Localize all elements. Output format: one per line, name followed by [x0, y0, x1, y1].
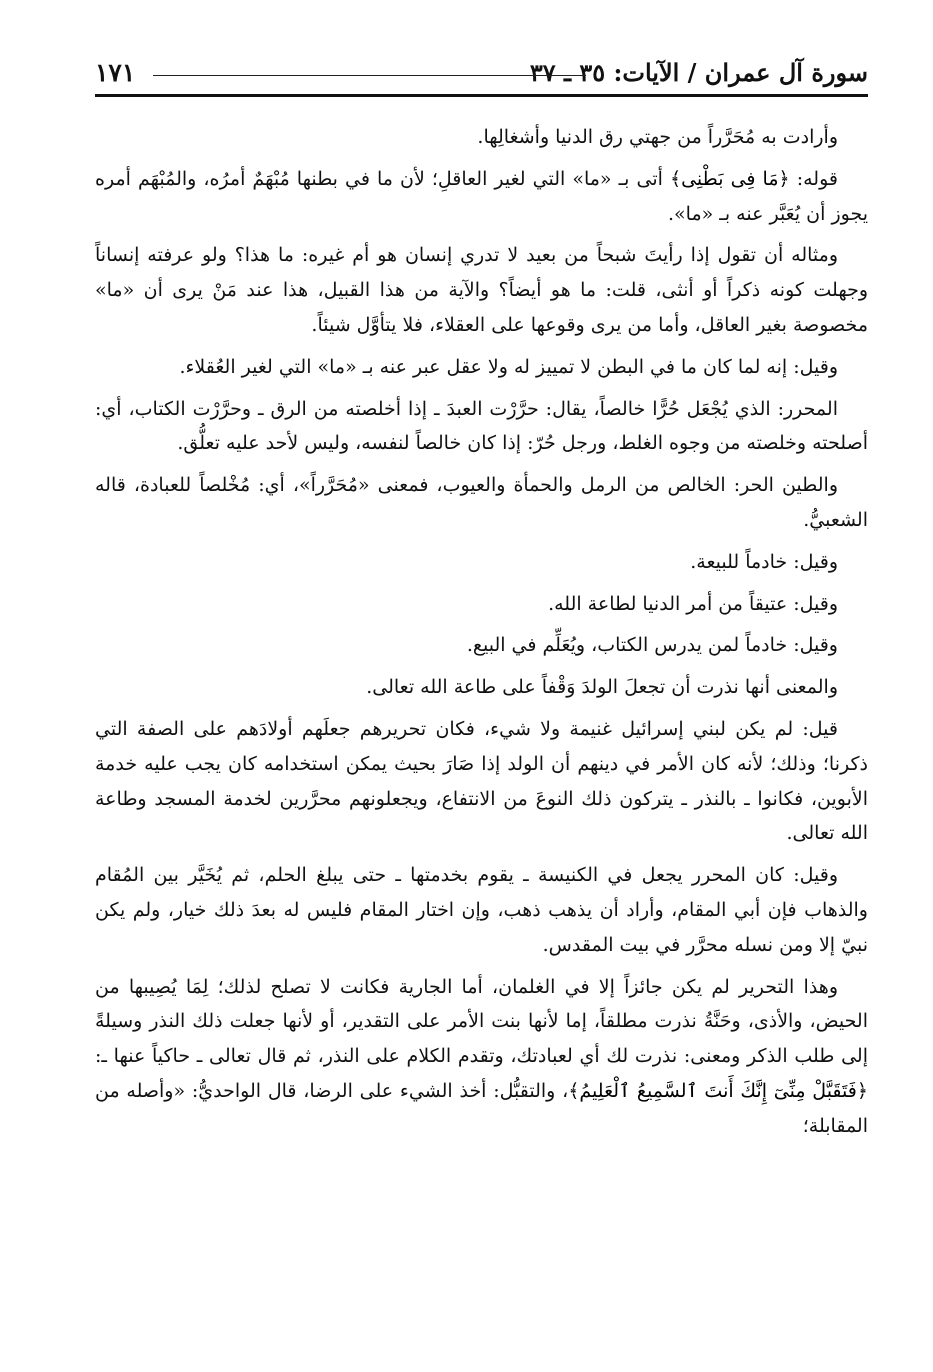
paragraph [95, 970, 868, 1144]
paragraph-text: والطين الحر: الخالص من الرمل والحمأة والعيوب، فمعنى «مُحَرَّراً»، أي: مُخْلصاً للعبادة، قاله الشعبيُّ. [95, 474, 868, 531]
paragraph-text: وقيل: خادماً للبيعة. [690, 550, 838, 573]
paragraph-text: وقيل: خادماً لمن يدرس الكتاب، ويُعَلِّم في البيع. [466, 634, 838, 657]
paragraph-text: وقيل: عتيقاً من أمر الدنيا لطاعة الله. [548, 592, 838, 615]
running-title: سورة آل عمران / الآيات: ٣٥ ـ ٣٧ [529, 58, 868, 87]
paragraph-text: ، والتقبُّل: أخذ الشيء على الرضا، قال الواحديُّ: «وأصله من المقابلة؛ [95, 1079, 868, 1137]
header-rule [95, 94, 868, 97]
paragraph [95, 628, 868, 663]
paragraph [95, 392, 868, 462]
paragraph [95, 712, 868, 851]
paragraph-text: وقيل: كان المحرر يجعل في الكنيسة ـ يقوم بخدمتها ـ حتى يبلغ الحلم، ثم يُخَيَّر بين المُقام والذهاب فإن أبي المقام، وأراد أن يذهب ذهب، وإن اختار المقام فليس له بعدَ ذلك خيار، ولم يكن نبيّ إلا ومن نسله محرَّر في بيت المقدس. [95, 864, 868, 956]
paragraph-text: وقيل: إنه لما كان ما في البطن لا تمييز له ولا عقل عبر عنه بـ «ما» التي لغير العُقلاء. [179, 355, 838, 378]
paragraph [95, 350, 868, 385]
paragraph-text: وهذا التحرير لم يكن جائزاً إلا في الغلمان، أما الجارية فكانت لا تصلح لذلك؛ لِمَا يُصِيبها من الحيض، والأذى، وحَنَّةُ نذرت مطلقاً، إما لأنها بنت الأمر على التقدير، أو لأنها جعلت ذلك النذر وسيلةً إلى طلب الذكر ومعنى: نذرت لك أي لعبادتك، وتقدم الكلام على النذر، ثم قال تعالى ـ حاكياً عنها ـ: [95, 975, 868, 1068]
paragraph [95, 858, 868, 962]
paragraph-text: والمعنى أنها نذرت أن تجعلَ الولدَ وَقْفاً على طاعة الله تعالى. [366, 676, 838, 699]
paragraph [95, 545, 868, 580]
page-header [95, 58, 868, 98]
page-number: ١٧١ [95, 58, 136, 87]
paragraph [95, 587, 868, 622]
quran-quote: ﴿مَا فِى بَطْنِى﴾ [669, 167, 790, 190]
page-body [95, 120, 868, 1360]
paragraph [95, 468, 868, 538]
paragraph-text: وأرادت به مُحَرَّراً من جهتي رق الدنيا وأشغالِها. [477, 126, 838, 148]
quran-quote: ﴿فَتَقَبَّلْ مِنِّىٓ إِنَّكَ أَنتَ ٱلسَّمِيعُ ٱلْعَلِيمُ﴾ [568, 1079, 868, 1102]
paragraph [95, 238, 868, 342]
paragraph-text: ومثاله أن تقول إذا رأيتَ شبحاً من بعيد لا تدري إنسان هو أم غيره: ما هذا؟ ولو عرفته إنساناً وجهلت كونه ذكراً أو أنثى، قلت: ما هو أيضاً؟ والآية من هذا القبيل، هذا عند مَنْ يرى أن «ما» مخصوصة بغير العاقل، وأما من يرى وقوعها على العقلاء، فلا يتأوَّل شيئاً. [95, 244, 868, 336]
paragraph [95, 670, 868, 705]
paragraph [95, 120, 868, 155]
paragraph [95, 162, 868, 232]
paragraph-text: قيل: لم يكن لبني إسرائيل غنيمة ولا شيء، فكان تحريرهم جعلَهم أولادَهم على الصفة التي ذكرنا؛ وذلك؛ لأنه كان الأمر في دينهم أن الولد إذا صَارَ بحيث يمكن استخدامه كان يجب عليه خدمة الأبوين، فكانوا ـ بالنذر ـ يتركون ذلك النوعَ من الانتفاع، ويجعلونهم محرَّرين لخدمة المسجد وطاعة الله تعالى. [95, 717, 868, 845]
header-leader-line [153, 75, 586, 76]
paragraph-text: قوله: [789, 167, 838, 190]
paragraph-text: أتى بـ «ما» التي لغير العاقلِ؛ لأن ما في بطنها مُبْهَمٌ أمرُه، والمُبْهَم أمره يجوز أن يُعَبَّر عنه بـ «ما». [95, 167, 868, 225]
paragraph-text: المحرر: الذي يُجْعَل حُرًّا خالصاً، يقال: حرَّرْت العبدَ ـ إذا أخلصته من الرق ـ وحرَّرْت الكتاب، أي: أصلحته وخلصته من وجوه الغلط، ورجل حُرّ: إذا كان خالصاً لنفسه، وليس لأحد عليه تعلُّق. [95, 397, 868, 455]
